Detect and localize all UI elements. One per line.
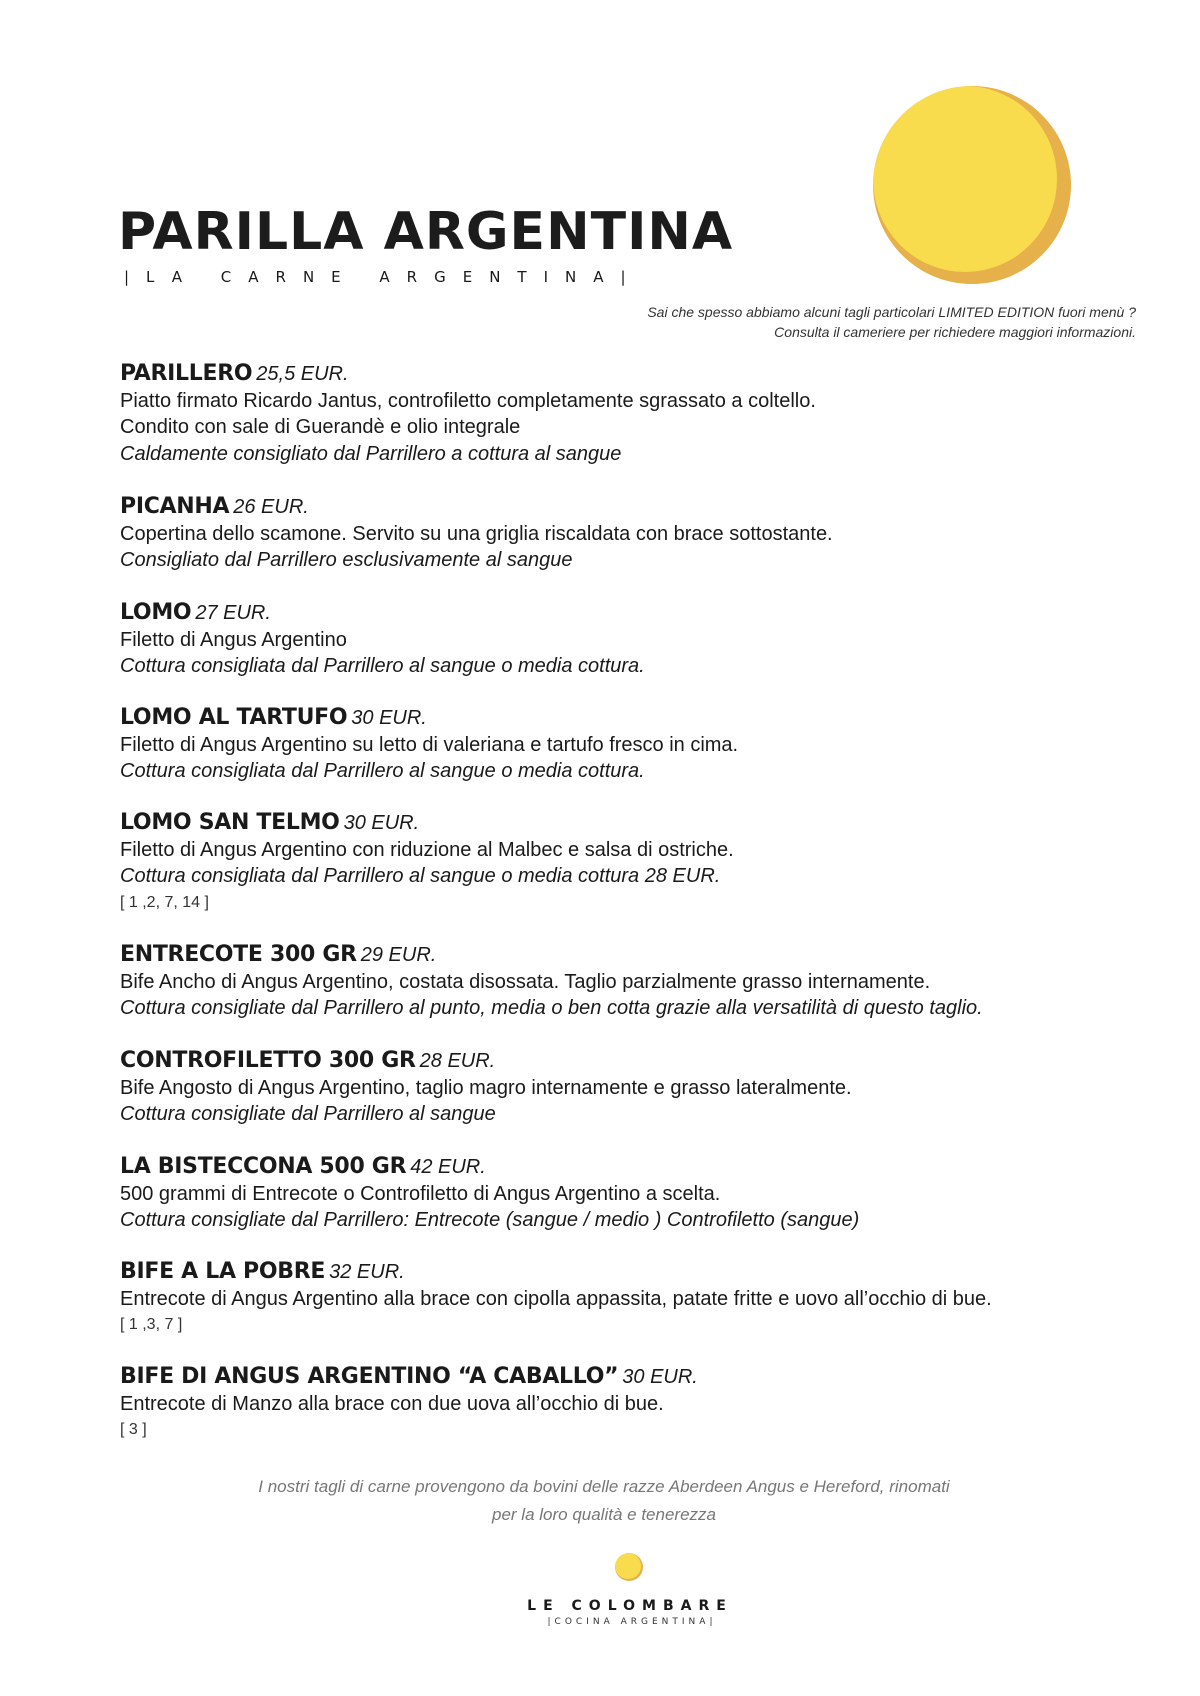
- item-price: 28 EUR.: [419, 1050, 496, 1072]
- item-recommendation: Consigliato dal Parrillero esclusivamente al sangue: [120, 549, 573, 571]
- item-description: Filetto di Angus Argentino: [120, 628, 347, 651]
- item-name: BIFE A LA POBRE: [120, 1259, 326, 1284]
- item-recommendation: Cottura consigliate dal Parrillero: Entrecote (sangue / medio ) Controfiletto (sangue): [120, 1209, 860, 1231]
- menu-item: [120, 1048, 852, 1128]
- menu-item: [120, 1154, 859, 1234]
- item-description: Copertina dello scamone. Servito su una griglia riscaldata con brace sottostante.: [120, 522, 833, 545]
- menu-item: [120, 942, 983, 1022]
- menu-item: [120, 705, 738, 785]
- item-recommendation: Cottura consigliate dal Parrillero al sangue: [120, 1103, 496, 1125]
- item-description: Condito con sale di Guerandè e olio integrale: [120, 416, 521, 438]
- item-price: 27 EUR.: [195, 602, 271, 624]
- item-recommendation: Caldamente consigliato dal Parrillero a cottura al sangue: [120, 442, 622, 465]
- item-name: BIFE DI ANGUS ARGENTINO “A CABALLO”: [120, 1364, 619, 1389]
- item-description: Filetto di Angus Argentino su letto di valeriana e tartufo fresco in cima.: [120, 733, 739, 756]
- limited-edition-note: [647, 302, 1136, 342]
- item-name: LOMO: [120, 600, 192, 625]
- item-name: LOMO SAN TELMO: [120, 810, 340, 835]
- page-subtitle: |LA CARNE ARGENTINA|: [124, 268, 643, 286]
- item-name: LOMO AL TARTUFO: [120, 705, 348, 730]
- item-name: LA BISTECCONA 500 GR: [120, 1154, 407, 1179]
- footer-line: I nostri tagli di carne provengono da bovini delle razze Aberdeen Angus e Hereford, rinomati: [258, 1477, 950, 1496]
- item-allergens: [ 3 ]: [120, 1421, 147, 1438]
- menu-item: [120, 1259, 992, 1339]
- menu-item: [120, 361, 816, 467]
- item-description: Bife Ancho di Angus Argentino, costata disossata. Taglio parzialmente grasso internamente.: [120, 970, 931, 993]
- menu-item: [120, 810, 734, 916]
- item-name: PARILLERO: [120, 361, 253, 386]
- item-header: [120, 361, 816, 388]
- menu-item: [120, 1364, 698, 1444]
- item-price: 30 EUR.: [622, 1366, 698, 1388]
- item-recommendation: Cottura consigliata dal Parrillero al sangue o media cottura 28 EUR.: [120, 865, 721, 887]
- item-description: Filetto di Angus Argentino con riduzione al Malbec e salsa di ostriche.: [120, 838, 734, 861]
- item-header: [120, 942, 983, 969]
- item-price: 29 EUR.: [360, 944, 437, 966]
- note-line: Consulta il cameriere per richiedere maggiori informazioni.: [774, 324, 1136, 340]
- item-header: [120, 1259, 992, 1286]
- brand-name: LE COLOMBARE: [527, 1598, 733, 1614]
- footer-note: [0, 1473, 1200, 1529]
- item-header: [120, 810, 734, 837]
- item-recommendation: Cottura consigliata dal Parrillero al sangue o media cottura.: [120, 760, 645, 782]
- item-price: 30 EUR.: [343, 812, 420, 834]
- item-name: ENTRECOTE 300 GR: [120, 942, 357, 967]
- item-price: 42 EUR.: [410, 1156, 486, 1178]
- item-description: Entrecote di Manzo alla brace con due uova all’occhio di bue.: [120, 1392, 664, 1415]
- item-allergens: [ 1 ,3, 7 ]: [120, 1316, 183, 1333]
- item-description: Piatto firmato Ricardo Jantus, controfiletto completamente sgrassato a coltello.: [120, 389, 816, 412]
- item-price: 32 EUR.: [329, 1261, 405, 1283]
- item-header: [120, 600, 645, 627]
- footer-line: per la loro qualità e tenerezza: [492, 1505, 716, 1524]
- item-name: PICANHA: [120, 494, 230, 519]
- item-header: [120, 494, 833, 521]
- item-price: 26 EUR.: [233, 496, 309, 518]
- item-description: Bife Angosto di Angus Argentino, taglio magro internamente e grasso lateralmente.: [120, 1076, 852, 1099]
- menu-item: [120, 600, 645, 680]
- item-price: 30 EUR.: [351, 707, 427, 729]
- item-header: [120, 1048, 852, 1075]
- brand-subtitle: |COCINA ARGENTINA|: [547, 1617, 717, 1627]
- sun-logo-icon: [873, 86, 1071, 284]
- item-header: [120, 1364, 698, 1391]
- item-description: Entrecote di Angus Argentino alla brace con cipolla appassita, patate fritte e uovo all’occhio di bue.: [120, 1287, 992, 1310]
- item-header: [120, 1154, 859, 1181]
- page-title: PARILLA ARGENTINA: [118, 202, 734, 262]
- item-price: 25,5 EUR.: [256, 363, 349, 385]
- item-name: CONTROFILETTO 300 GR: [120, 1048, 416, 1073]
- item-recommendation: Cottura consigliata dal Parrillero al sangue o media cottura.: [120, 655, 645, 677]
- item-recommendation: Cottura consigliate dal Parrillero al punto, media o ben cotta grazie alla versatilità di questo taglio.: [120, 997, 983, 1019]
- note-line: Sai che spesso abbiamo alcuni tagli particolari LIMITED EDITION fuori menù ?: [647, 304, 1136, 320]
- item-allergens: [ 1 ,2, 7, 14 ]: [120, 893, 209, 911]
- menu-item: [120, 494, 833, 574]
- item-header: [120, 705, 738, 732]
- item-description: 500 grammi di Entrecote o Controfiletto di Angus Argentino a scelta.: [120, 1182, 721, 1205]
- brand-logo-icon: [615, 1553, 643, 1581]
